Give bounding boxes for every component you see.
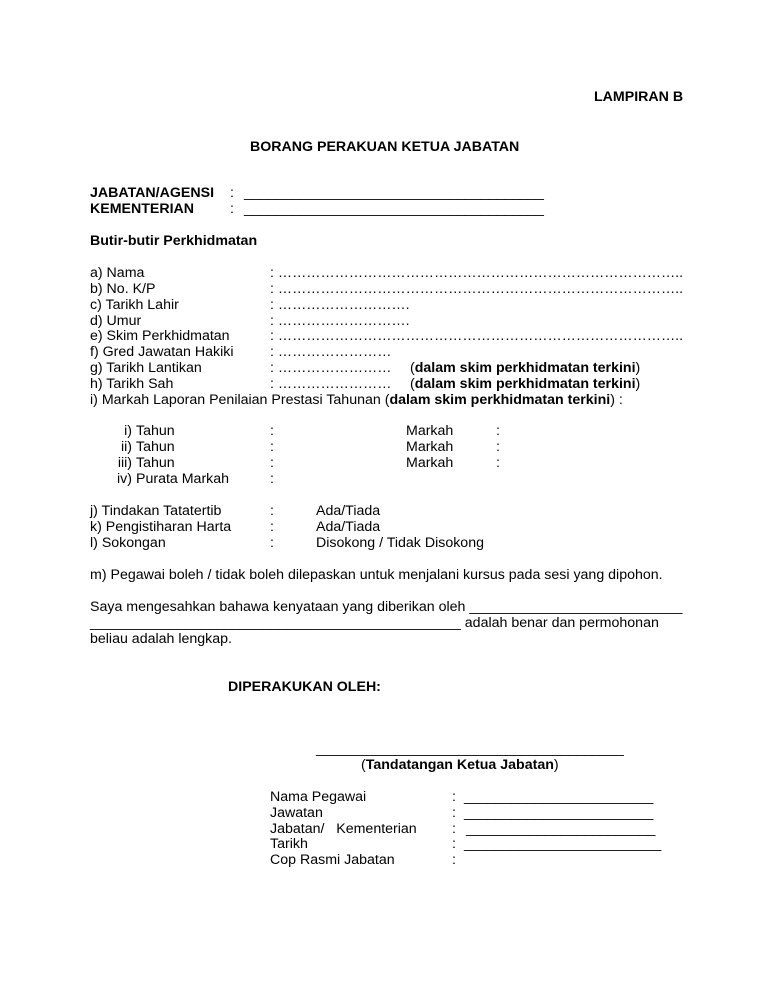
officer-name-colon: :: [452, 789, 456, 805]
markah-row-label: Tahun: [136, 455, 175, 471]
field-note-tarikh-lantikan: (dalam skim perkhidmatan terkini): [410, 360, 641, 376]
item-m-text: m) Pegawai boleh / tidak boleh dilepaskan untuk menjalani kursus pada sesi yang dipohon.: [90, 567, 663, 583]
form-title: BORANG PERAKUAN KETUA JABATAN: [250, 139, 520, 155]
declaration-line-1: Saya mengesahkan bahawa kenyataan yang diberikan oleh ___________________________: [90, 599, 683, 615]
markah-row-num: iii): [117, 455, 132, 471]
item-i-text: i) Markah Laporan Penilaian Prestasi Tahunan (dalam skim perkhidmatan terkini) :: [90, 392, 623, 408]
officer-position-label: Jawatan: [270, 805, 323, 821]
markah-row-colon: :: [270, 455, 274, 471]
section-title: Butir-butir Perkhidmatan: [90, 233, 258, 249]
markah-row-markah-label: Markah: [406, 455, 454, 471]
tatatertib-label: j) Tindakan Tatatertib: [90, 503, 222, 519]
markah-row-num: ii): [120, 439, 132, 455]
markah-row-label: Tahun: [136, 423, 175, 439]
field-value-umur: : ……………………….: [270, 313, 410, 329]
field-label-gred: f) Gred Jawatan Hakiki: [90, 344, 234, 360]
signature-line: _______________________________________: [316, 741, 624, 757]
markah-row-markah-colon: :: [496, 439, 500, 455]
officer-name-field: ________________________: [464, 789, 654, 805]
ministry-label: KEMENTERIAN: [90, 201, 195, 217]
signature-caption: (Tandatangan Ketua Jabatan): [361, 757, 559, 773]
officer-date-field: _________________________: [464, 836, 662, 852]
field-value-gred: : ……………………: [270, 344, 392, 360]
sokongan-colon: :: [270, 535, 274, 551]
purata-markah-colon: :: [270, 471, 274, 487]
officer-date-colon: :: [452, 836, 456, 852]
officer-date-label: Tarikh: [270, 836, 308, 852]
endorsed-by-heading: DIPERAKUKAN OLEH:: [228, 679, 381, 695]
agency-colon: :: [230, 185, 234, 201]
markah-row-markah-label: Markah: [406, 439, 454, 455]
harta-colon: :: [270, 519, 274, 535]
officer-position-colon: :: [452, 805, 456, 821]
officer-department-colon: :: [452, 821, 456, 837]
official-stamp-colon: :: [452, 852, 456, 868]
officer-department-label: Jabatan/ Kementerian: [270, 821, 417, 837]
field-value-tarikh-lahir: : ……………………….: [270, 297, 410, 313]
field-value-skim: : …………………………………………………………………………..: [270, 328, 684, 344]
harta-label: k) Pengistiharan Harta: [90, 519, 232, 535]
declaration-line-2: _______________________________________________ adalah benar dan permohonan: [90, 615, 659, 631]
agency-field: ______________________________________: [244, 185, 544, 201]
field-label-tarikh-lahir: c) Tarikh Lahir: [90, 297, 179, 313]
field-value-tarikh-lantikan: : ……………………: [270, 360, 392, 376]
markah-row-markah-label: Markah: [406, 423, 454, 439]
field-label-tarikh-lantikan: g) Tarikh Lantikan: [90, 360, 202, 376]
sokongan-value: Disokong / Tidak Disokong: [316, 535, 484, 551]
tatatertib-colon: :: [270, 503, 274, 519]
field-note-tarikh-sah: (dalam skim perkhidmatan terkini): [410, 376, 641, 392]
purata-markah-label: Purata Markah: [136, 471, 230, 487]
markah-row-num: iv): [117, 471, 132, 487]
field-label-umur: d) Umur: [90, 313, 142, 329]
declaration-line-3: beliau adalah lengkap.: [90, 631, 232, 647]
ministry-colon: :: [230, 201, 234, 217]
agency-label: JABATAN/AGENSI: [90, 185, 215, 201]
field-value-kp: : …………………………………………………………………………..: [270, 281, 684, 297]
officer-department-field: ________________________: [466, 821, 656, 837]
field-label-skim: e) Skim Perkhidmatan: [90, 328, 230, 344]
ministry-field: ______________________________________: [244, 201, 544, 217]
markah-row-colon: :: [270, 423, 274, 439]
field-label-kp: b) No. K/P: [90, 281, 156, 297]
field-value-tarikh-sah: : ……………………: [270, 376, 392, 392]
markah-row-markah-colon: :: [496, 455, 500, 471]
field-value-nama: : …………………………………………………………………………..: [270, 265, 684, 281]
sokongan-label: l) Sokongan: [90, 535, 166, 551]
harta-value: Ada/Tiada: [316, 519, 381, 535]
markah-row-markah-colon: :: [496, 423, 500, 439]
markah-row-colon: :: [270, 439, 274, 455]
markah-row-num: i): [124, 423, 132, 439]
official-stamp-label: Cop Rasmi Jabatan: [270, 852, 395, 868]
markah-row-label: Tahun: [136, 439, 175, 455]
officer-position-field: ________________________: [464, 805, 654, 821]
tatatertib-value: Ada/Tiada: [316, 503, 381, 519]
field-label-nama: a) Nama: [90, 265, 145, 281]
officer-name-label: Nama Pegawai: [270, 789, 367, 805]
field-label-tarikh-sah: h) Tarikh Sah: [90, 376, 174, 392]
appendix-label: LAMPIRAN B: [594, 89, 684, 105]
